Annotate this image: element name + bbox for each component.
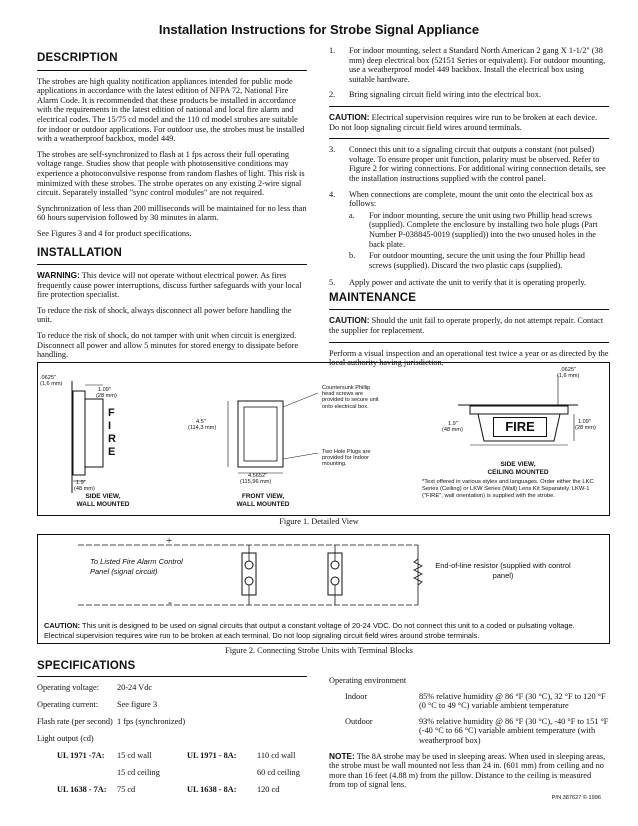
step-text: When connections are complete, mount the unit onto the electrical box as follows: xyxy=(349,189,593,209)
view-label-line: SIDE VIEW, xyxy=(500,461,536,468)
figure2-caption: Figure 2. Connecting Strobe Units with Terminal Blocks xyxy=(225,646,413,655)
caution-text: Electrical supervision requires wire run to be broken at each device. Do not loop signaling circuit field wires around terminals. xyxy=(329,112,598,132)
terminal-block-1 xyxy=(242,545,256,605)
lens-letter: I xyxy=(108,420,112,432)
env-label: Operating environment xyxy=(329,676,407,685)
step-text: Connect this unit to a signaling circuit that outputs a constant (not pulsed) voltage. To ensure proper unit function, polarity must be observed. Refer to Figure 2 for wiring connections. For additional wiring connection details, see the installation instructions supplied with the control panel. xyxy=(349,145,606,183)
lens-text-note: *Text offered in various styles and languages. Order either the LKC Series (Ceiling) or LKW Series (Wall) Lens Kit Separately. LKW-1 ("FIRE", wall orientation) is supplied with the strobe. xyxy=(422,479,594,499)
sub-step-text: For indoor mounting, secure the unit using two Phillip head screws (supplied). Complete the enclosure by installing two hole plugs (Part Number P-038845-0019 (supplied)) into the two unused holes in the back plate. xyxy=(369,210,598,249)
step-item xyxy=(329,278,609,288)
note-label: NOTE: xyxy=(329,750,355,761)
step-text: Bring signaling circuit field wiring into the electrical box. xyxy=(349,90,541,100)
model-value: 15 cd wall xyxy=(117,751,152,760)
minus-label: - xyxy=(168,595,172,609)
fire-lens-vertical xyxy=(108,407,116,459)
dim-label: 1.09" xyxy=(98,387,111,393)
hole-plugs-note: Two Hole Plugs are provided for Indoor mounting. xyxy=(322,449,371,468)
view-label-line: SIDE VIEW, xyxy=(85,493,121,500)
lens-letter: R xyxy=(108,433,116,445)
countersunk-note: Countersunk Phillip head screws are provided to secure unit onto electrical box. xyxy=(322,385,379,410)
step-item xyxy=(329,46,609,84)
wiring-caution xyxy=(44,621,604,640)
warning-text: This device will not operate without electrical power. As fires frequently cause power interruptions, discuss further safeguards with your local fire protection specialist. xyxy=(37,271,302,300)
installation-heading: INSTALLATION xyxy=(37,246,123,259)
dim-label: .0625" xyxy=(40,375,56,381)
env-text: 93% relative humidity @ 86 °F (30 °C), -40 °F to 151 °F (-40 °C to 66 °C) variable ambient temperature (with weatherproof box) xyxy=(419,716,609,745)
model-row xyxy=(37,768,307,785)
step-number: 1. xyxy=(329,46,336,55)
model-value: 75 cd xyxy=(117,785,136,794)
installation-paragraph: To reduce the risk of shock, do not tamper with unit when circuit is energized. Disconnect all power and allow 5 minutes for stored energy to dissipate before handling. xyxy=(37,331,299,360)
figure1-caption: Figure 1. Detailed View xyxy=(279,517,359,526)
lens-letter: E xyxy=(108,446,116,458)
front-view-label xyxy=(208,493,318,509)
caution-paragraph xyxy=(329,113,609,132)
dim-label: (28 mm) xyxy=(575,425,596,431)
spec-value: 20-24 Vdc xyxy=(117,683,153,692)
spec-row xyxy=(37,700,307,717)
divider xyxy=(329,309,609,310)
steps-list xyxy=(329,46,609,100)
description-paragraph: See Figures 3 and 4 for product specifications. xyxy=(37,228,192,238)
caution-label: CAUTION: xyxy=(329,111,370,122)
dim-label: (114,3 mm) xyxy=(188,425,217,431)
caution-text: This unit is designed to be used on signal circuits that output a constant voltage of 20-24 VDC. Do not connect this unit to a coded or pulsating voltage. Electrical supervision requires wire run to be broken at each terminal. Do not loop signaling circuit field wires around strobe terminals. xyxy=(44,621,575,640)
spec-label: Light output (cd) xyxy=(37,734,94,743)
dim-label: 1.9" xyxy=(76,480,86,486)
description-paragraph: The strobes are high quality notification appliances intended for public mode applications in accordance with the latest edition of NFPA 72, National Fire Alarm Code. It is recommended that these products be installed in accordance with the requirements in the latest edition of national and local fire alarm and electrical codes. The 15/75 cd model and the 110 cd model strobes are suitable for indoor or outdoor applications. For outdoor use, the strobes must be installed with a weatherproof backbox, model 449. xyxy=(37,76,305,144)
env-row xyxy=(329,717,609,746)
step-item xyxy=(329,190,609,273)
sub-step-text: For outdoor mounting, secure the unit using the four Phillip head screws (supplied). Discard the two plastic caps (supplied). xyxy=(369,251,585,270)
model-value: 15 cd ceiling xyxy=(117,768,160,777)
view-label-line: WALL MOUNTED xyxy=(236,501,290,508)
step-body xyxy=(349,190,609,273)
divider xyxy=(329,106,609,107)
spec-label: Operating current: xyxy=(37,700,99,709)
model-value: 110 cd wall xyxy=(257,751,296,760)
divider xyxy=(37,264,307,265)
model-value: 60 cd ceiling xyxy=(257,768,300,777)
operating-environment xyxy=(329,676,609,790)
dim-label: (1,6 mm) xyxy=(40,381,63,387)
step-text: For indoor mounting, select a Standard North American 2 gang X 1-1/2" (38 mm) deep electrical box (52151 Series or equivalent). For outdoor mounting, use a weatherproof model 449 backbox. Install the electrical box using suitable hardware. xyxy=(349,46,606,84)
warning-paragraph xyxy=(37,271,307,300)
caution-label: CAUTION: xyxy=(329,315,370,326)
model-name: UL 1971 -7A: xyxy=(57,751,105,760)
plus-label: + xyxy=(166,535,173,547)
maintenance-caution xyxy=(329,316,609,335)
dim-label: 1.9" xyxy=(448,421,458,427)
specifications-heading: SPECIFICATIONS xyxy=(37,660,136,672)
env-row xyxy=(329,692,609,711)
right-column xyxy=(329,46,609,374)
dim-label: 1.09" xyxy=(578,419,591,425)
spec-row xyxy=(37,734,307,751)
step-number: 2. xyxy=(329,90,336,100)
front-view-drawing xyxy=(228,393,318,473)
view-label-line: WALL MOUNTED xyxy=(76,501,130,508)
description-paragraph: The strobes are self-synchronized to flash at 1 fps across their full operating voltage range. Studies show that people with photosensitive conditions may experience a photoconvulsive response from random flashes of light. This risk is minimized with these strobes. The strobe operates on any existing 2-wire signal circuit. Separately installed "sync control modules" are not required. xyxy=(37,149,305,198)
step-text: Apply power and activate the unit to verify that it is operating properly. xyxy=(349,278,587,288)
step-number: 3. xyxy=(329,145,336,155)
view-label-line: CEILING MOUNTED xyxy=(487,469,549,476)
sub-step-letter: a. xyxy=(349,210,355,220)
spec-row xyxy=(37,683,307,700)
eol-resistor-label: End-of-line resistor (supplied with control panel) xyxy=(435,561,571,580)
step-number: 5. xyxy=(329,278,336,288)
panel-label: To Listed Fire Alarm Control Panel (signal circuit) xyxy=(90,557,183,576)
fire-lens-horizontal: FIRE xyxy=(493,417,547,437)
side-view-wall-label xyxy=(48,493,158,509)
terminal-block-2 xyxy=(328,545,342,605)
dim-label: (28 mm) xyxy=(96,393,117,399)
model-name: UL 1638 - 8A: xyxy=(187,785,237,794)
dim-label: (48 mm) xyxy=(74,486,95,492)
steps-list xyxy=(329,145,609,288)
model-value: 120 cd xyxy=(257,785,280,794)
sub-step-letter: b. xyxy=(349,251,356,261)
description-paragraph: Synchronization of less than 200 milliseconds will be maintained for no less than 60 hours supervision followed by 30 minutes in alarm. xyxy=(37,203,307,223)
dim-label: 4.5652" xyxy=(248,473,268,479)
dim-label: .0625" xyxy=(560,367,576,373)
step-item xyxy=(329,90,609,100)
model-name: UL 1971 - 8A: xyxy=(187,751,237,760)
spec-value: See figure 3 xyxy=(117,700,158,709)
step-item xyxy=(329,145,609,183)
env-note xyxy=(329,752,609,790)
figure-detailed-view xyxy=(37,362,610,516)
sub-step xyxy=(349,211,609,249)
installation-paragraph: To reduce the risk of shock, always disconnect all power before handling the unit. xyxy=(37,305,292,325)
dim-label: (1,6 mm) xyxy=(557,373,580,379)
specifications xyxy=(37,660,307,802)
caution-text: Should the unit fail to operate properly, do not attempt repair. Contact the supplier for replacement. xyxy=(329,316,604,336)
dim-label: (48 mm) xyxy=(442,427,463,433)
description-heading: DESCRIPTION xyxy=(37,52,118,64)
maintenance-heading: MAINTENANCE xyxy=(329,291,417,304)
left-column xyxy=(37,46,307,366)
spec-label: Flash rate (per second) xyxy=(37,717,113,726)
dim-label: (115,96 mm) xyxy=(240,479,272,485)
lens-letter: F xyxy=(108,407,115,419)
figure-wiring xyxy=(37,534,610,644)
view-label-line: FRONT VIEW, xyxy=(241,493,285,500)
warning-label: WARNING: xyxy=(37,270,80,281)
model-row xyxy=(37,751,307,768)
note-text: The 8A strobe may be used in sleeping areas. When used in sleeping areas, the strobe must be wall mounted not less than 24 in. (601 mm) from ceiling and no more than 16 feet (4.88 m) from the pillow. Distance to the ceiling is measured from top of signal lens. xyxy=(329,751,606,790)
env-text: 85% relative humidity @ 86 °F (30 °C), 32 °F to 120 °F (0 °C to 49 °C) variable ambient temperature xyxy=(419,691,606,711)
model-row xyxy=(37,785,307,802)
maintenance-paragraph: Perform a visual inspection and an operational test twice a year or as directed by the local authority having jurisdiction. xyxy=(329,348,609,368)
sub-step xyxy=(349,251,609,270)
divider xyxy=(329,138,609,139)
env-type: Outdoor xyxy=(345,716,373,726)
spec-value: 1 fps (synchronized) xyxy=(117,717,186,726)
divider xyxy=(37,70,307,71)
spec-label: Operating voltage: xyxy=(37,683,99,692)
dim-label: 4.5" xyxy=(196,419,206,425)
divider xyxy=(329,342,609,343)
step-number: 4. xyxy=(329,189,336,199)
page-title: Installation Instructions for Strobe Signal Appliance xyxy=(158,22,480,37)
caution-label: CAUTION: xyxy=(44,621,81,630)
model-name: UL 1638 - 7A: xyxy=(57,785,107,794)
env-type: Indoor xyxy=(345,691,368,701)
divider xyxy=(37,676,307,677)
spec-row xyxy=(37,717,307,734)
side-view-ceiling-label xyxy=(458,461,578,477)
part-number: P/N 387627 © 1996 xyxy=(551,795,601,801)
